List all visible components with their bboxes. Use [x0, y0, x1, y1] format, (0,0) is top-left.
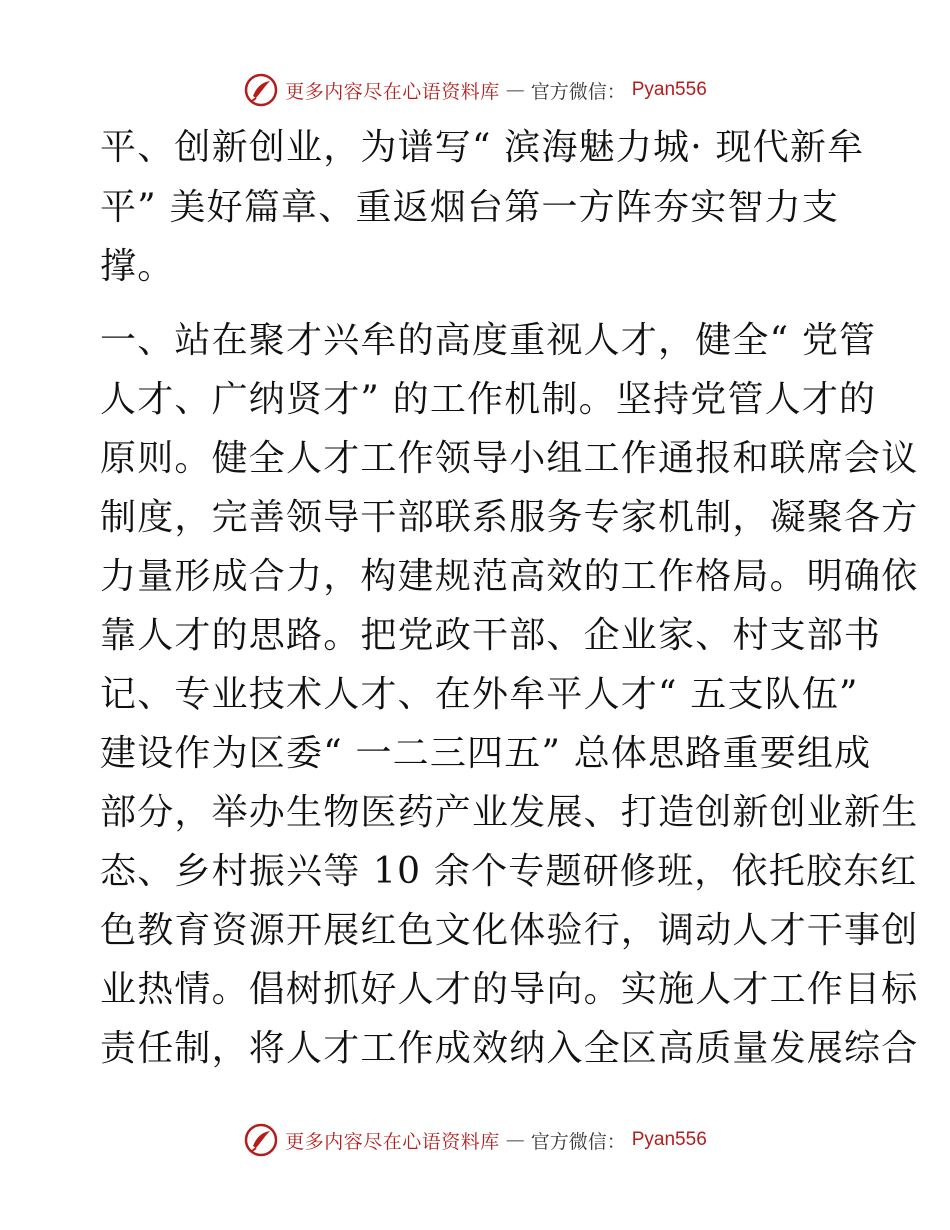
text-line: 制度，完善领导干部联系服务专家机制，凝聚各方 [100, 497, 919, 538]
banner-wechat-id: Pyan556 [631, 1129, 707, 1150]
banner-text: 更多内容尽在心语资料库 [285, 1130, 500, 1153]
banner-wechat-label: 官方微信： [530, 80, 626, 103]
text-line: 部分，举办生物医药产业发展、打造创新创业新生 [100, 792, 919, 833]
seal-logo-icon [243, 1122, 279, 1158]
banner-wechat-label: 官方微信： [530, 1130, 626, 1153]
text-line: 平” 美好篇章、重返烟台第一方阵夯实智力支 [100, 187, 840, 228]
text-line: 责任制，将人才工作成效纳入全区高质量发展综合 [100, 1028, 919, 1069]
text-line: 记、专业技术人才、在外牟平人才“ 五支队伍” [100, 674, 859, 715]
text-line: 原则。健全人才工作领导小组工作通报和联席会议 [100, 438, 919, 479]
text-line: 力量形成合力，构建规范高效的工作格局。明确依 [100, 556, 919, 597]
text-line: 靠人才的思路。把党政干部、企业家、村支部书 [100, 615, 882, 656]
paragraph-heading: 一、站在聚才兴牟的高度重视人才，健全“ 党管 [100, 320, 877, 361]
text-line: 人才、广纳贤才” 的工作机制。坚持党管人才的 [100, 379, 877, 420]
banner-text: 更多内容尽在心语资料库 [285, 80, 500, 103]
banner-separator: — [505, 1129, 525, 1151]
text-line: 平、创新创业，为谱写“ 滨海魅力城· 现代新牟 [100, 127, 865, 168]
seal-logo-icon [243, 72, 279, 108]
banner-wechat-id: Pyan556 [631, 79, 707, 100]
text-line: 撑。 [100, 246, 175, 287]
header-banner [0, 70, 950, 110]
text-line: 色教育资源开展红色文化体验行，调动人才干事创 [100, 910, 919, 951]
text-line: 业热情。倡树抓好人才的导向。实施人才工作目标 [100, 969, 919, 1010]
text-line: 态、乡村振兴等 10 余个专题研修班，依托胶东红 [100, 851, 918, 892]
footer-banner [0, 1120, 950, 1160]
text-line: 建设作为区委“ 一二三四五” 总体思路重要组成 [100, 733, 872, 774]
banner-separator: — [505, 79, 525, 101]
